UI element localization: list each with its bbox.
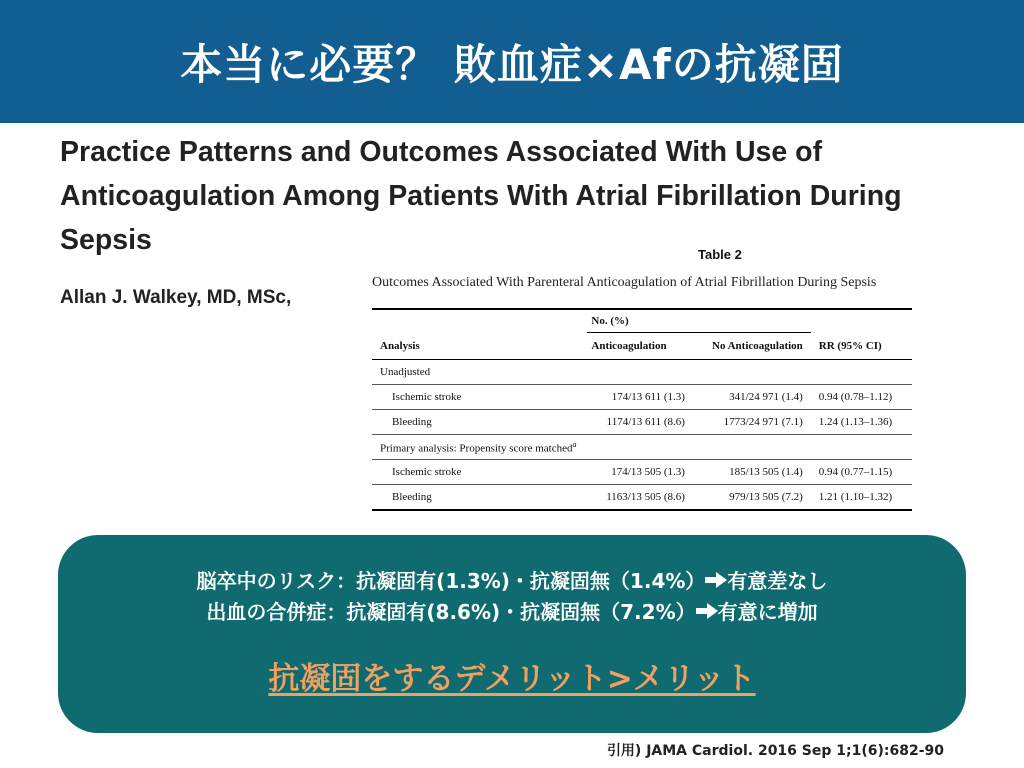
summary-line-result: 有意に増加 <box>717 600 818 624</box>
column-header: Analysis <box>372 333 587 360</box>
table-cell: Ischemic stroke <box>372 385 587 410</box>
table-cell: 341/24 971 (1.4) <box>695 385 811 410</box>
summary-line-result: 有意差なし <box>727 569 828 593</box>
group-header-no-pct: No. (%) <box>587 310 810 333</box>
table-cell: 174/13 611 (1.3) <box>587 385 695 410</box>
table-cell: 1.24 (1.13–1.36) <box>811 410 912 435</box>
table-cell: 979/13 505 (7.2) <box>695 485 811 511</box>
column-header: RR (95% CI) <box>811 333 912 360</box>
table-header-row <box>372 333 912 360</box>
table-row <box>372 385 912 410</box>
section-label: Unadjusted <box>380 366 431 378</box>
paper-title: Practice Patterns and Outcomes Associated With Use of Anticoagulation Among Patients With Atrial Fibrillation During Sepsis <box>60 136 902 256</box>
table-cell: 1163/13 505 (8.6) <box>587 485 695 511</box>
column-header: No Anticoagulation <box>695 333 811 360</box>
outcomes-table <box>372 308 912 511</box>
table-row <box>372 485 912 511</box>
section-label: Primary analysis: Propensity score matched <box>380 442 573 455</box>
right-arrow-icon <box>705 569 727 593</box>
table-group-header-row <box>372 310 912 333</box>
table-row <box>372 460 912 485</box>
table-cell: 0.94 (0.78–1.12) <box>811 385 912 410</box>
table-cell: 1174/13 611 (8.6) <box>587 410 695 435</box>
summary-line-text: 出血の合併症：抗凝固有(8.6%)・抗凝固無（7.2%） <box>206 600 696 624</box>
table-cell: Bleeding <box>372 410 587 435</box>
citation: 引用) JAMA Cardiol. 2016 Sep 1;1(6):682-90 <box>606 743 944 759</box>
right-arrow-icon <box>696 600 718 624</box>
table-cell: 0.94 (0.77–1.15) <box>811 460 912 485</box>
table-caption: Outcomes Associated With Parenteral Anticoagulation of Atrial Fibrillation During Sepsis <box>372 275 877 290</box>
section-row <box>372 435 912 460</box>
table-cell: 185/13 505 (1.4) <box>695 460 811 485</box>
table-cell: Bleeding <box>372 485 587 511</box>
summary-box <box>58 535 966 733</box>
summary-line-stroke <box>58 565 966 594</box>
title-bar <box>0 0 1024 123</box>
summary-line-bleeding <box>58 596 966 625</box>
table-row <box>372 410 912 435</box>
table-cell: 174/13 505 (1.3) <box>587 460 695 485</box>
table-cell: Ischemic stroke <box>372 460 587 485</box>
column-header: Anticoagulation <box>587 333 695 360</box>
paper-author: Allan J. Walkey, MD, MSc, <box>60 287 292 308</box>
section-row <box>372 360 912 385</box>
footnote-marker: a <box>572 439 577 449</box>
summary-line-text: 脳卒中のリスク：抗凝固有(1.3%)・抗凝固無（1.4%） <box>196 569 706 593</box>
table-label: Table 2 <box>698 247 742 262</box>
conclusion-text: 抗凝固をするデメリット>メリット <box>268 661 756 697</box>
table-cell: 1773/24 971 (7.1) <box>695 410 811 435</box>
table-cell: 1.21 (1.10–1.32) <box>811 485 912 511</box>
slide-title: 本当に必要？ 敗血症×Afの抗凝固 <box>180 39 844 89</box>
